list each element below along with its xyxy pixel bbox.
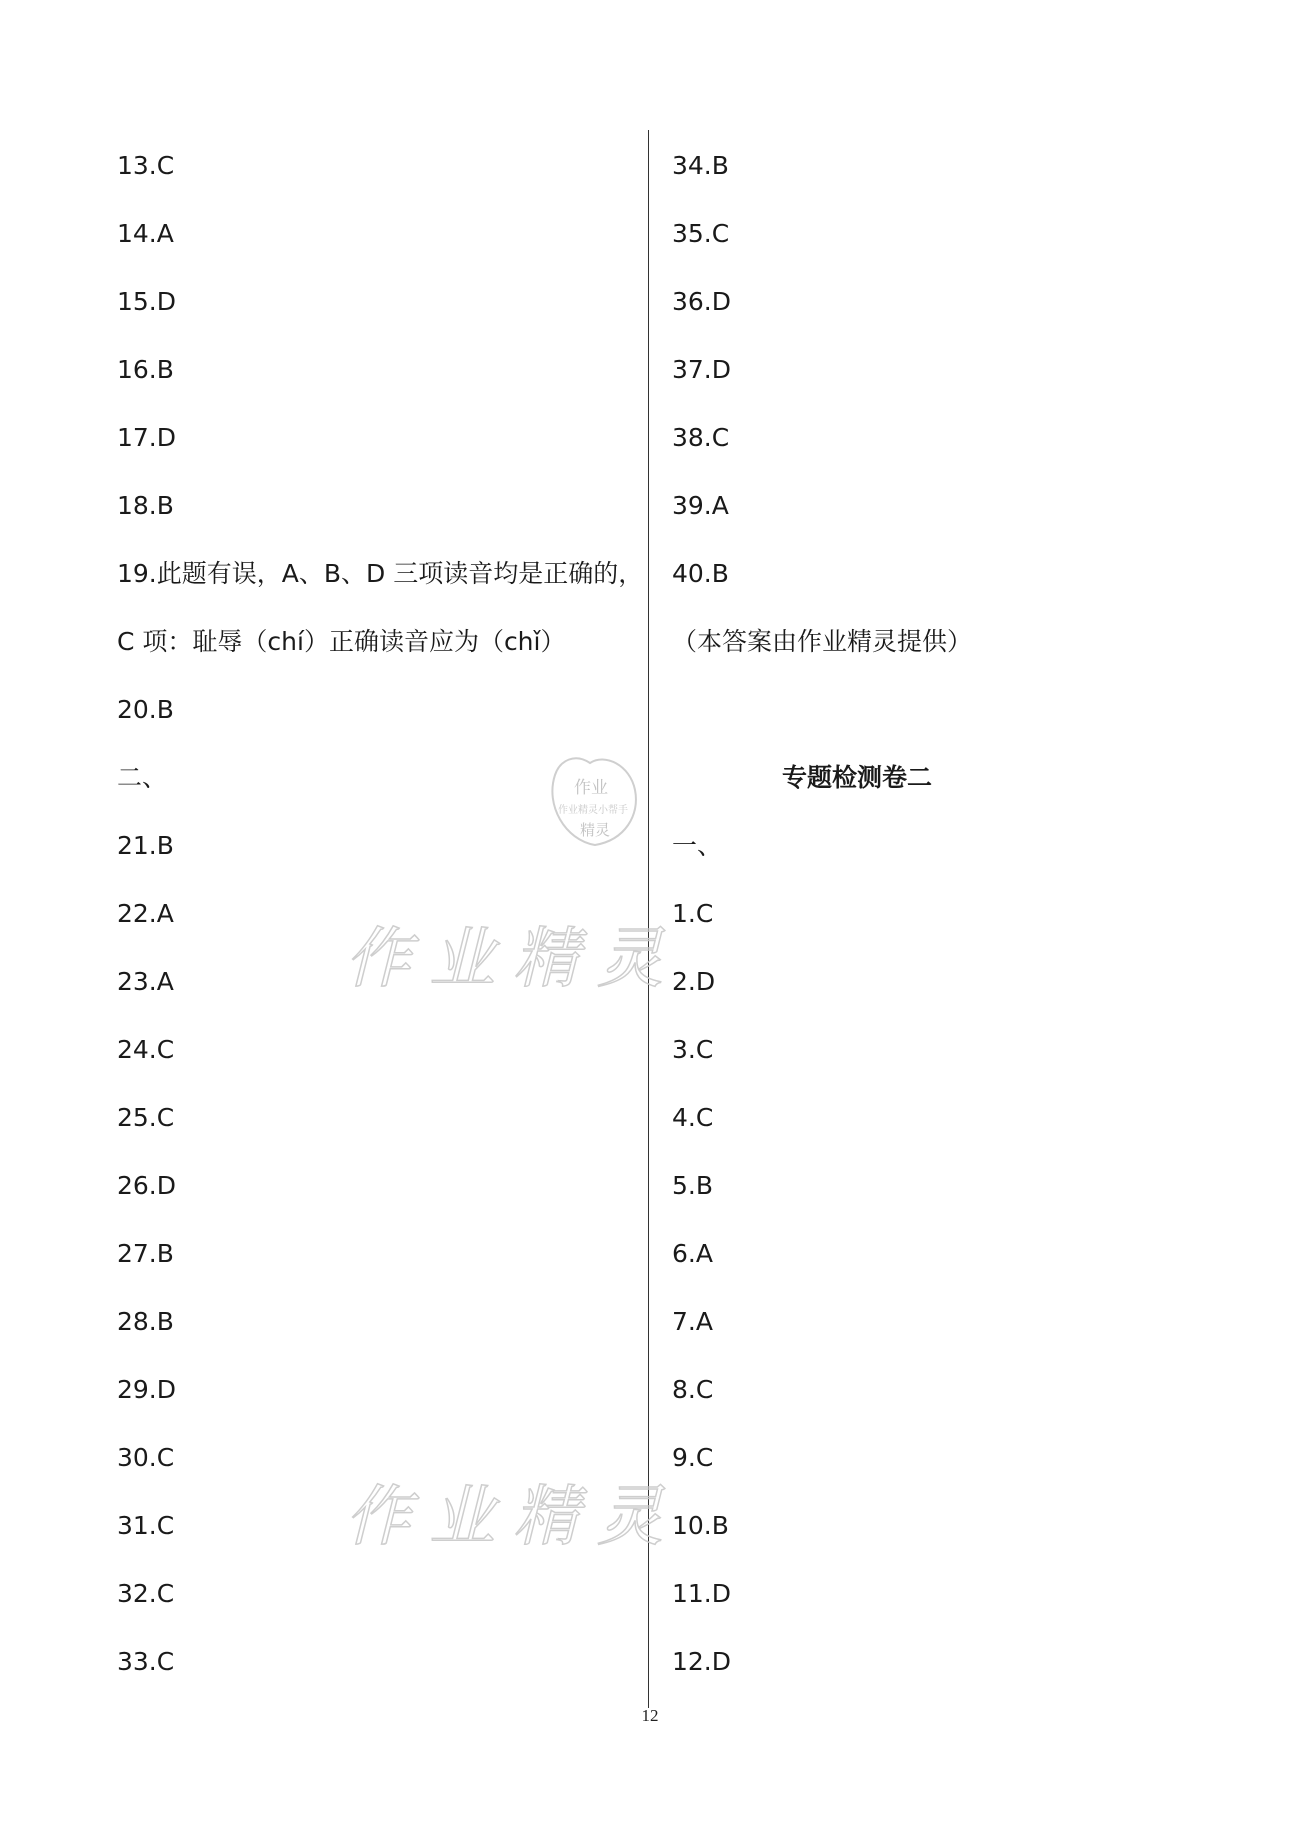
seal-bottom-text: 精灵 [579, 821, 611, 839]
answer-line: 4.C [672, 1103, 714, 1132]
answer-line: 21.B [117, 831, 174, 860]
answer-line: 9.C [672, 1443, 714, 1472]
answer-line: 3.C [672, 1035, 714, 1064]
answer-line: 二、 [117, 763, 168, 792]
answer-line: 15.D [117, 287, 177, 316]
answer-line: 27.B [117, 1239, 174, 1268]
answer-line: 33.C [117, 1647, 175, 1676]
answer-line: 25.C [117, 1103, 175, 1132]
answer-line: 36.D [672, 287, 732, 316]
answer-line: 11.D [672, 1579, 732, 1608]
answer-line: 31.C [117, 1511, 175, 1540]
section-heading: 专题检测卷二 [781, 763, 932, 792]
answer-line: 20.B [117, 695, 174, 724]
answer-line: 17.D [117, 423, 177, 452]
page-number: 12 [641, 1706, 659, 1725]
answer-line: 40.B [672, 559, 729, 588]
answer-line: 16.B [117, 355, 174, 384]
answer-line: （本答案由作业精灵提供） [672, 627, 973, 656]
answer-line: 30.C [117, 1443, 175, 1472]
answer-line: 22.A [117, 899, 174, 928]
answer-line: 26.D [117, 1171, 177, 1200]
answer-line: 12.D [672, 1647, 732, 1676]
answer-line: 37.D [672, 355, 732, 384]
answer-line: 38.C [672, 423, 730, 452]
answer-line: 32.C [117, 1579, 175, 1608]
answer-line: 10.B [672, 1511, 729, 1540]
answer-line: 19.此题有误，A、B、D 三项读音均是正确的， [117, 559, 644, 588]
watermark-text-upper: 作业精灵 [345, 920, 681, 997]
answer-line: 39.A [672, 491, 729, 520]
answer-line: 6.A [672, 1239, 713, 1268]
answer-line: 2.D [672, 967, 716, 996]
answer-line: 23.A [117, 967, 174, 996]
answer-line: 5.B [672, 1171, 714, 1200]
answer-line: C 项：耻辱（chí）正确读音应为（chǐ） [117, 627, 566, 656]
answer-line: 7.A [672, 1307, 713, 1336]
seal-middle-text: 作业精灵小帮手 [558, 805, 628, 816]
answer-line: 13.C [117, 151, 175, 180]
answer-line: 28.B [117, 1307, 174, 1336]
answer-line: 18.B [117, 491, 174, 520]
watermark-text-lower: 作业精灵 [345, 1478, 681, 1555]
answer-line: 29.D [117, 1375, 177, 1404]
watermark-seal-logo [535, 745, 647, 857]
answer-line: 14.A [117, 219, 174, 248]
answer-line: 1.C [672, 899, 714, 928]
answer-line: 一、 [672, 831, 723, 860]
seal-top-text: 作业 [574, 778, 608, 798]
answer-line: 35.C [672, 219, 730, 248]
answer-line: 8.C [672, 1375, 714, 1404]
answer-line: 34.B [672, 151, 729, 180]
answer-line: 24.C [117, 1035, 175, 1064]
